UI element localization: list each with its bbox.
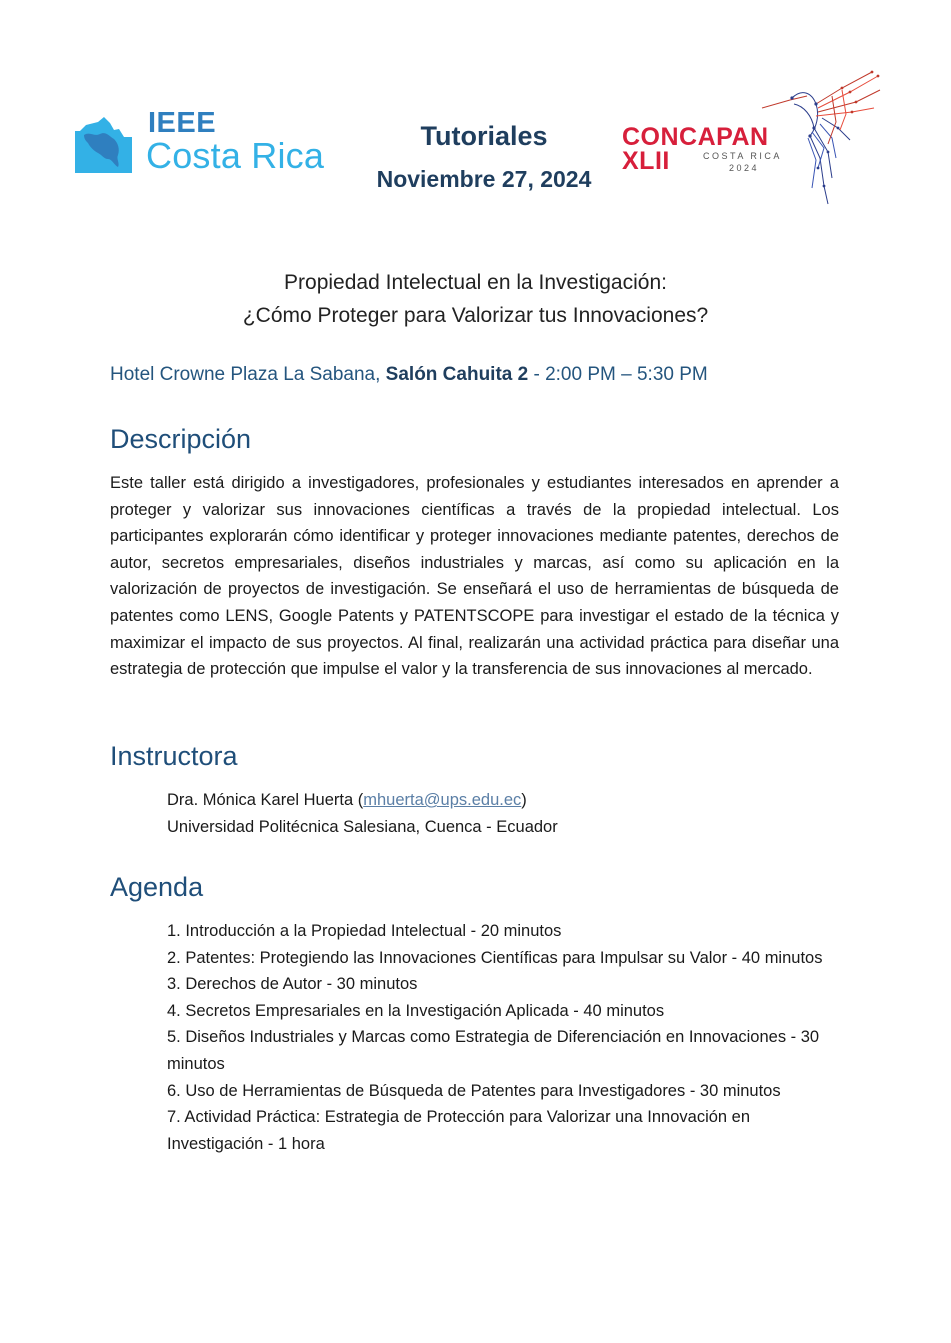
venue-name: Hotel Crowne Plaza La Sabana, [110,364,386,385]
concapan-wordmark: CONCAPAN [622,123,769,151]
event-location [110,364,708,386]
agenda-list [167,918,839,1157]
costa-rica-wordmark: Costa Rica [146,135,325,176]
room-name: Salón Cahuita 2 [385,364,529,385]
agenda-item: 2. Patentes: Protegiendo las Innovaciones Científicas para Impulsar su Valor - 40 minutos [167,948,823,967]
instructor-heading: Instructora [110,741,238,771]
costa-rica-map-icon [74,115,134,175]
agenda-item: 1. Introducción a la Propiedad Intelectual - 20 minutos [167,922,562,940]
concapan-country: COSTA RICA [703,151,782,161]
agenda-item: 7. Actividad Práctica: Estrategia de Protección para Valorizar una Innovación en Investigación - 1 hora [167,1108,751,1153]
ieee-wordmark: IEEE [148,107,217,139]
event-time: - 2:00 PM – 5:30 PM [528,364,708,385]
description-heading: Descripción [110,424,252,454]
description-text: Este taller está dirigido a investigadores, profesionales y estudiantes interesados en aprender a proteger y valorizar sus innovaciones científicas a través de la propiedad intelectual. Los participantes explorarán cómo identificar y proteger innovaciones mediante patentes, derechos de autor, secretos empresariales, diseños industriales y marcas, así como su aplicación en la valorización de proyectos de investigación. Se enseñará el uso de herramientas de búsqueda de patentes como LENS, Google Patents y PATENTSCOPE para investigar el estado de la técnica y maximizar el impacto de sus proyectos. Al final, realizarán una actividad práctica para diseñar una estrategia de protección que impulse el valor y la transferencia de sus innovaciones al mercado. [110,474,839,679]
instructor-name-line [167,787,558,814]
header-title: Tutoriales [420,121,548,151]
instructor-info [167,787,558,840]
agenda-item: 5. Diseños Industriales y Marcas como Estrategia de Diferenciación en Innovaciones - 30 minutos [167,1028,820,1073]
ieee-costa-rica-logo [74,107,344,177]
concapan-logo [622,68,882,208]
instructor-email-link[interactable]: mhuerta@ups.edu.ec [363,791,522,809]
concapan-edition: XLII [622,147,670,175]
instructor-name-suffix: ) [521,791,527,809]
agenda-item: 3. Derechos de Autor - 30 minutos [167,975,418,994]
agenda-item: 6. Uso de Herramientas de Búsqueda de Patentes para Investigadores - 30 minutos [167,1081,781,1100]
agenda-item: 4. Secretos Empresariales en la Investigación Aplicada - 40 minutos [167,1001,665,1020]
concapan-year: 2024 [729,163,760,173]
tutorial-title-line2: ¿Cómo Proteger para Valorizar tus Innovaciones? [242,304,709,327]
instructor-name: Dra. Mónica Karel Huerta ( [167,791,364,809]
agenda-heading: Agenda [110,872,204,902]
tutorial-title [110,266,841,332]
instructor-affiliation: Universidad Politécnica Salesiana, Cuenca - Ecuador [167,817,558,836]
tutorial-title-line1: Propiedad Intelectual en la Investigación: [284,271,667,294]
header-date: Noviembre 27, 2024 [376,166,592,192]
